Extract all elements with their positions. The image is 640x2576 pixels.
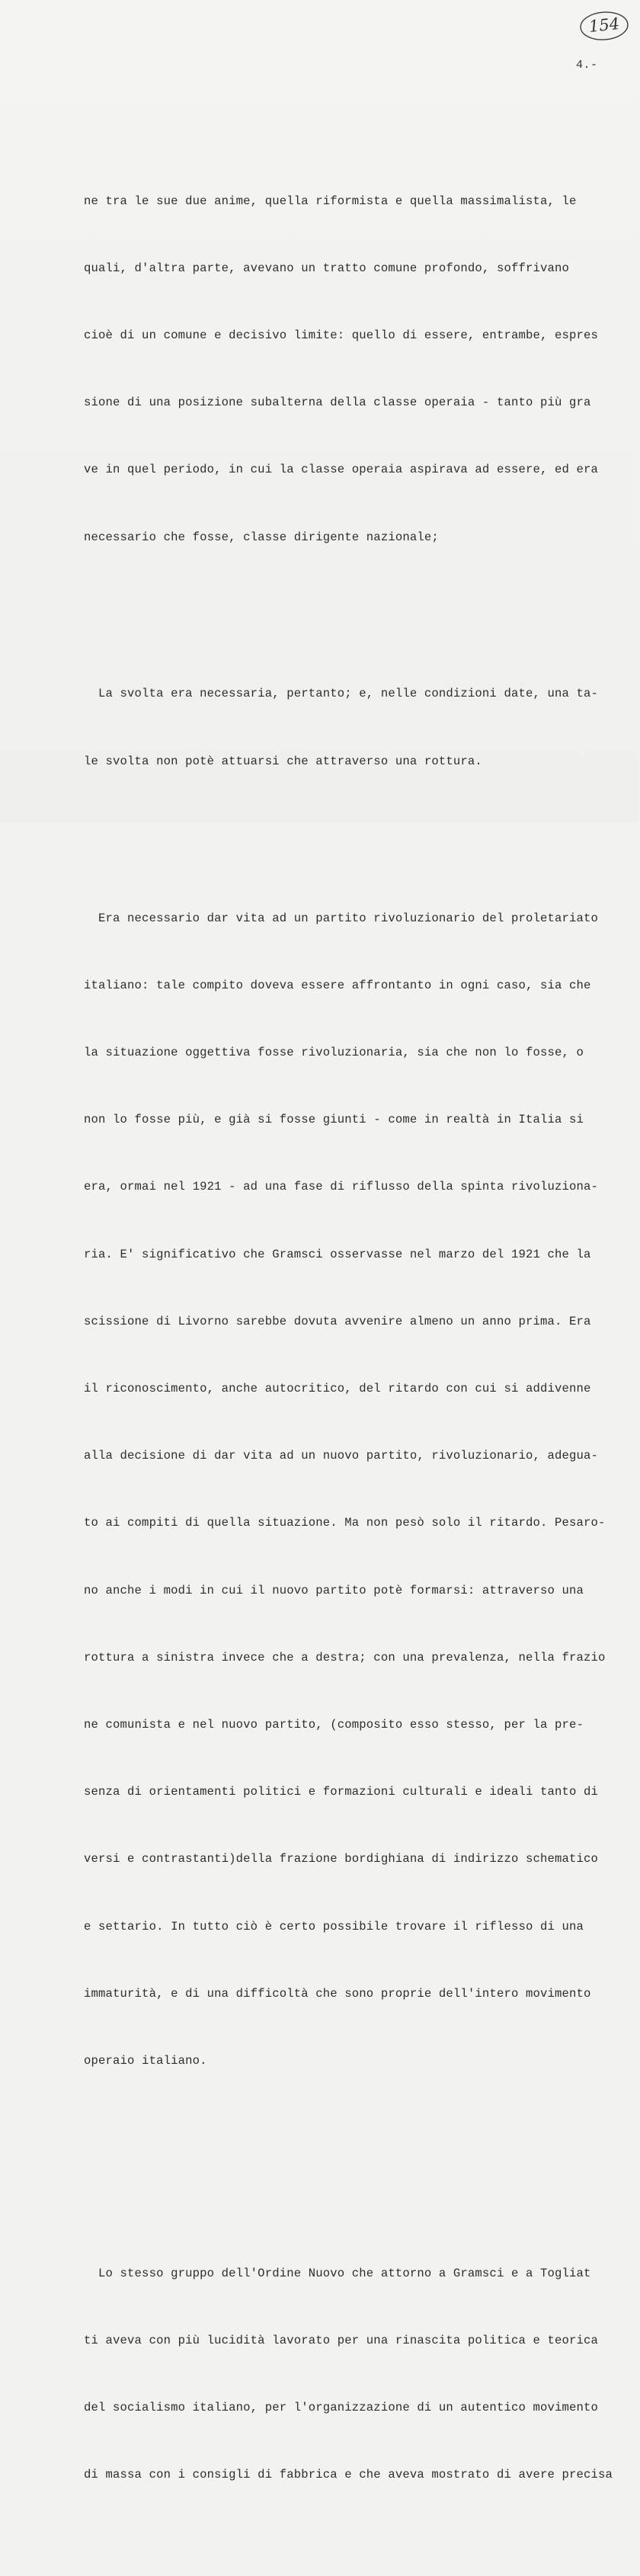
text-line: operaio italiano. — [84, 2053, 207, 2068]
text-line: ne comunista e nel nuovo partito, (composito esso stesso, per la pre- — [84, 1717, 584, 1732]
text-line: il riconoscimento, anche autocritico, del ritardo con cui si addivenne — [84, 1381, 591, 1395]
text-line: e settario. In tutto ciò è certo possibile trovare il riflesso di una — [84, 1919, 584, 1934]
text-line: era, ormai nel 1921 - ad una fase di riflusso della spinta rivoluziona- — [84, 1180, 599, 1194]
text-line: sione di una posizione subalterna della classe operaia - tanto più gra — [84, 396, 591, 410]
text-line: ti aveva con più lucidità lavorato per una rinascita politica e teorica — [84, 2333, 599, 2347]
text-line: alla decisione di dar vita ad un nuovo partito, rivoluzionario, adegua- — [84, 1449, 599, 1463]
text-line: to ai compiti di quella situazione. Ma non pesò solo il ritardo. Pesaro- — [84, 1516, 606, 1530]
text-line: italiano: tale compito doveva essere affrontanto in ogni caso, sia che — [84, 978, 591, 992]
text-line: senza di orientamenti politici e formazioni culturali e ideali tanto di — [84, 1785, 599, 1799]
archive-number-stamp — [578, 9, 631, 43]
paragraph-4 — [84, 2218, 640, 2532]
text-line: ria. E' significativo che Gramsci osservasse nel marzo del 1921 che la — [84, 1247, 591, 1261]
paragraph-1 — [84, 146, 640, 594]
text-line: immaturità, e di una difficoltà che sono proprie dell'intero movimento — [84, 1986, 591, 2001]
text-line: la situazione oggettiva fosse rivoluzionaria, sia che non lo fosse, o — [84, 1045, 584, 1059]
text-line: ne tra le sue due anime, quella riformista e quella massimalista, le — [84, 194, 577, 208]
text-line: rottura a sinistra invece che a destra; con una prevalenza, nella frazio — [84, 1650, 606, 1664]
archive-number: 154 — [587, 14, 621, 37]
text-line: di massa con i consigli di fabbrica e che aveva mostrato di avere precisa — [84, 2468, 613, 2482]
text-line: del socialismo italiano, per l'organizzazione di un autentico movimento — [84, 2401, 599, 2414]
typed-text-body — [84, 101, 640, 2576]
text-line: cioè di un comune e decisivo limite: quello di essere, entrambe, espres — [84, 328, 599, 343]
text-line: La svolta era necessaria, pertanto; e, nelle condizioni date, una ta- — [84, 687, 599, 701]
paragraph-2 — [84, 639, 640, 818]
text-line: no anche i modi in cui il nuovo partito potè formarsi: attraverso una — [84, 1583, 584, 1597]
text-line: non lo fosse più, e già si fosse giunti - come in realtà in Italia si — [84, 1113, 584, 1127]
page-number: 4.- — [576, 59, 598, 72]
paragraph-gap — [84, 2162, 640, 2173]
text-line: versi e contrastanti)della frazione bordighiana di indirizzo schematico — [84, 1852, 599, 1866]
text-line: le svolta non potè attuarsi che attraverso una rottura. — [84, 754, 482, 768]
text-line: quali, d'altra parte, avevano un tratto comune profondo, soffrivano — [84, 261, 570, 275]
text-line: scissione di Livorno sarebbe dovuta avvenire almeno un anno prima. Era — [84, 1314, 591, 1328]
text-line: ve in quel periodo, in cui la classe operaia aspirava ad essere, ed era — [84, 463, 599, 477]
paragraph-3 — [84, 863, 640, 2117]
text-line: Era necessario dar vita ad un partito rivoluzionario del proletariato — [84, 911, 599, 925]
text-line: necessario che fosse, classe dirigente nazionale; — [84, 530, 439, 544]
text-line: Lo stesso gruppo dell'Ordine Nuovo che attorno a Gramsci e a Togliat — [84, 2266, 591, 2280]
